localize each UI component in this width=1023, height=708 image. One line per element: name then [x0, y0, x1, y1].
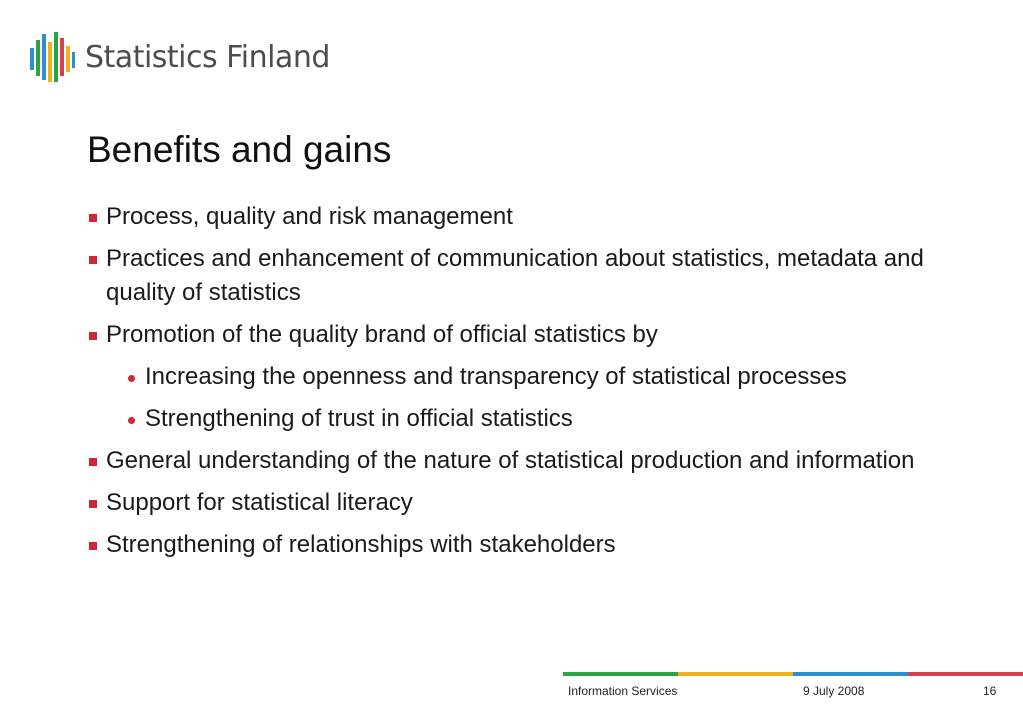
slide-title: Benefits and gains [87, 129, 392, 170]
bullet-text: Promotion of the quality brand of official statistics by [106, 321, 658, 348]
footer-color-bar [563, 672, 1023, 676]
footer-bar-segment [793, 672, 908, 676]
footer-page-number: 16 [983, 684, 997, 698]
bullet-item [87, 444, 967, 478]
square-bullet-icon [89, 542, 97, 550]
bullet-text: Increasing the openness and transparency of statistical processes [145, 363, 847, 390]
square-bullet-icon [89, 256, 97, 264]
bullet-text: Strengthening of trust in official statistics [145, 405, 573, 432]
bullet-text: Support for statistical literacy [106, 489, 413, 516]
logo-text: Statistics Finland [85, 40, 330, 75]
sub-bullet-item [126, 360, 967, 394]
bullet-text: Process, quality and risk management [106, 203, 513, 230]
bullet-text: General understanding of the nature of statistical production and information [106, 447, 915, 474]
footer-department: Information Services [568, 684, 678, 698]
round-bullet-icon [128, 375, 135, 382]
bullet-item [87, 486, 967, 520]
square-bullet-icon [89, 214, 97, 222]
sub-bullet-item [126, 402, 967, 436]
round-bullet-icon [128, 417, 135, 424]
footer-bar-segment [563, 672, 678, 676]
footer-bar-segment [908, 672, 1023, 676]
square-bullet-icon [89, 332, 97, 340]
square-bullet-icon [89, 500, 97, 508]
square-bullet-icon [89, 458, 97, 466]
bullet-item [87, 200, 967, 234]
bullet-item [87, 318, 967, 352]
bullet-list [87, 200, 967, 570]
statistics-finland-logo [28, 28, 368, 90]
footer-date: 9 July 2008 [803, 684, 865, 698]
bullet-text: Practices and enhancement of communication about statistics, metadata and quality of statistics [106, 245, 924, 306]
footer-bar-segment [678, 672, 793, 676]
bullet-item [87, 528, 967, 562]
bullet-text: Strengthening of relationships with stakeholders [106, 531, 616, 558]
logo-mark-icon [28, 28, 76, 90]
bullet-item [87, 242, 967, 310]
